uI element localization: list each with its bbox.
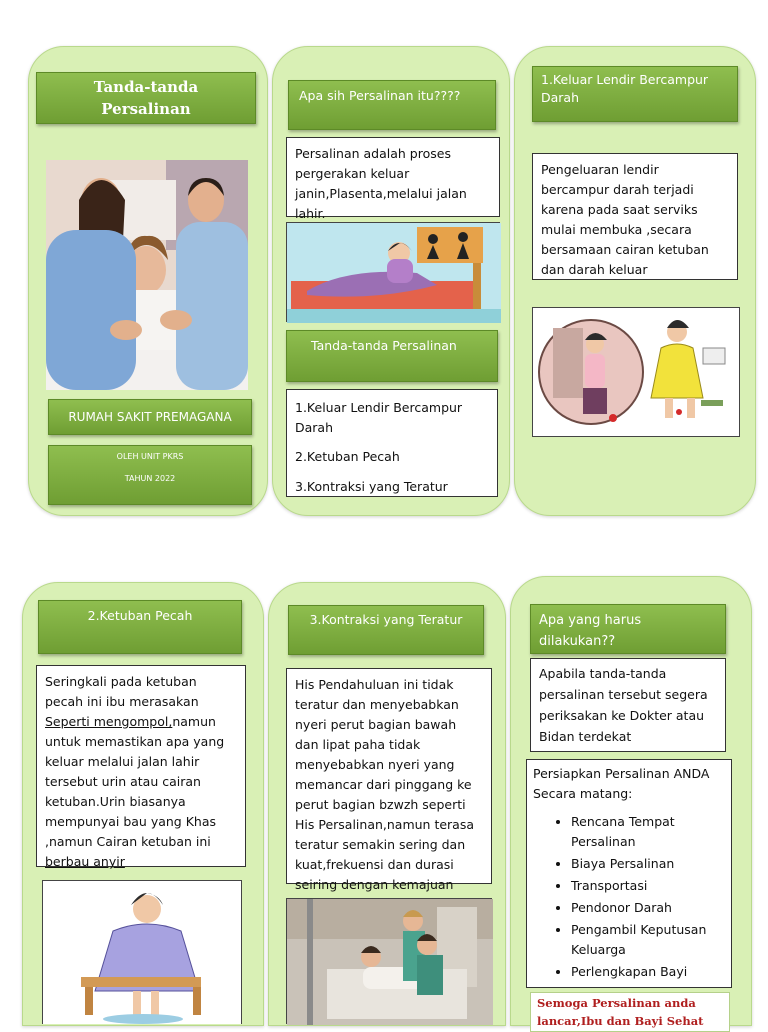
publisher-block xyxy=(48,445,252,505)
preparation-item-3: • Transportasi xyxy=(571,876,725,896)
sign-item-2: 2.Ketuban Pecah xyxy=(295,449,400,464)
cover-title-line2: Persalinan xyxy=(101,100,191,118)
closing-message: Semoga Persalinan anda lancar,Ibu dan Bayi Sehat xyxy=(530,992,730,1032)
sign-3-text: His Pendahuluan ini tidak teratur dan menyebabkan nyeri perut bagian bawah dan lipat paha tidak menyebabkan nyeri yang memancar dari pinggang ke perut bagian bzwzh seperti His Persalinan,namun terasa teratur semakin sering dan kuat,frekuensi dan durasi seiring dengan kemajuan xyxy=(286,668,492,884)
publisher-year: TAHUN 2022 xyxy=(124,474,176,483)
sign-1-text: Pengeluaran lendir bercampur darah terjadi karena pada saat serviks mulai membuka ,secara bersamaan cairan ketuban dan darah keluar xyxy=(532,153,738,280)
labor-pain-illustration xyxy=(286,222,500,322)
sign-item-1: 1.Keluar Lendir Bercampur Darah xyxy=(295,400,463,435)
preparation-list xyxy=(533,812,725,982)
water-breaking-illustration xyxy=(42,880,242,1024)
preparation-item-6: • Perlengkapan Bayi xyxy=(571,962,725,982)
preparation-box xyxy=(526,759,732,988)
definition-heading: Apa sih Persalinan itu???? xyxy=(288,80,496,130)
preparation-intro: Persiapkan Persalinan ANDA Secara matang: xyxy=(533,766,710,801)
sign-3-heading: 3.Kontraksi yang Teratur xyxy=(288,605,484,655)
bleeding-illustration xyxy=(532,307,740,437)
preparation-item-4: • Pendonor Darah xyxy=(571,898,725,918)
signs-heading: Tanda-tanda Persalinan xyxy=(286,330,498,382)
preparation-item-2: • Biaya Persalinan xyxy=(571,854,725,874)
delivery-room-photo xyxy=(46,160,248,390)
publisher-unit: OLEH UNIT PKRS xyxy=(116,452,184,461)
sign-2-heading: 2.Ketuban Pecah xyxy=(38,600,242,654)
what-to-do-heading: Apa yang harus dilakukan?? xyxy=(530,604,726,654)
sign-2-text-underline-2: berbau anyir xyxy=(45,854,125,869)
sign-2-text-a: Seringkali pada ketuban pecah ini ibu merasakan xyxy=(45,674,199,709)
sign-2-text-b: namun untuk memastikan apa yang keluar melalui jalan lahir tersebut urin atau cairan ketuban.Urin biasanya mempunyai bau yang Khas ,namun Cairan ketuban ini xyxy=(45,714,225,849)
signs-list xyxy=(286,389,498,497)
cover-title-line1: Tanda-tanda xyxy=(93,78,199,96)
hospital-labor-photo xyxy=(286,898,492,1024)
advice-text: Apabila tanda-tanda persalinan tersebut segera periksakan ke Dokter atau Bidan terdekat xyxy=(530,658,726,752)
definition-text: Persalinan adalah proses pergerakan keluar janin,Plasenta,melalui jalan lahir. xyxy=(286,137,500,217)
hospital-name: RUMAH SAKIT PREMAGANA xyxy=(48,399,252,435)
sign-2-text-underline-1: Seperti mengompol, xyxy=(45,714,173,729)
sign-1-heading: 1.Keluar Lendir Bercampur Darah xyxy=(532,66,738,122)
sign-item-3: 3.Kontraksi yang Teratur xyxy=(295,479,448,494)
preparation-item-5: • Pengambil Keputusan Keluarga xyxy=(571,920,725,960)
sign-2-text xyxy=(36,665,246,867)
cover-title xyxy=(36,72,256,124)
preparation-item-1: • Rencana Tempat Persalinan xyxy=(571,812,725,852)
